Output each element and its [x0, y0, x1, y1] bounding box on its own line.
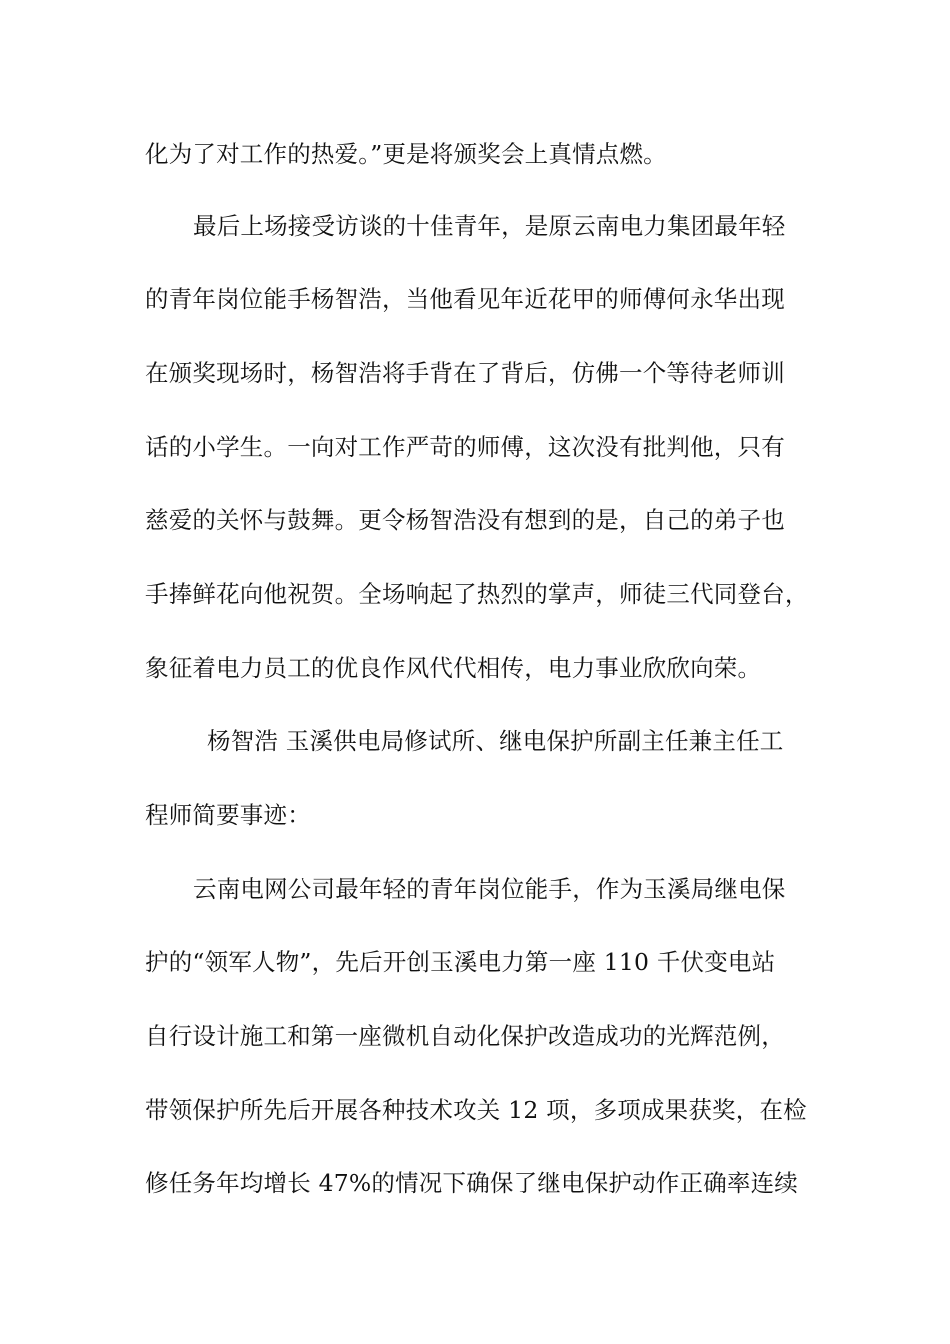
- text-line: 护的“领军人物”，先后开创玉溪电力第一座 110 千伏变电站: [145, 948, 776, 976]
- paragraph-start-line: 最后上场接受访谈的十佳青年，是原云南电力集团最年轻: [193, 212, 786, 240]
- text-line: 自行设计施工和第一座微机自动化保护改造成功的光辉范例，: [145, 1022, 785, 1050]
- text-line: 的青年岗位能手杨智浩，当他看见年近花甲的师傅何永华出现: [145, 285, 785, 313]
- text-line: 慈爱的关怀与鼓舞。更令杨智浩没有想到的是，自己的弟子也: [145, 506, 785, 534]
- profile-heading-line: 杨智浩 玉溪供电局修试所、继电保护所副主任兼主任工: [207, 727, 784, 755]
- text-line: 修任务年均增长 47%的情况下确保了继电保护动作正确率连续: [145, 1169, 799, 1197]
- text-line: 话的小学生。一向对工作严苛的师傅，这次没有批判他，只有: [145, 433, 785, 461]
- paragraph-start-line: 云南电网公司最年轻的青年岗位能手，作为玉溪局继电保: [193, 875, 786, 903]
- text-line: 带领保护所先后开展各种技术攻关 12 项，多项成果获奖，在检: [145, 1096, 807, 1124]
- text-line: 象征着电力员工的优良作风代代相传，电力事业欣欣向荣。: [145, 654, 762, 682]
- text-line: 手捧鲜花向他祝贺。全场响起了热烈的掌声，师徒三代同登台，: [145, 580, 809, 608]
- profile-heading-line: 程师简要事迹：: [145, 801, 311, 829]
- text-line: 在颁奖现场时，杨智浩将手背在了背后，仿佛一个等待老师训: [145, 359, 785, 387]
- text-line: 化为了对工作的热爱。”更是将颁奖会上真情点燃。: [145, 140, 667, 168]
